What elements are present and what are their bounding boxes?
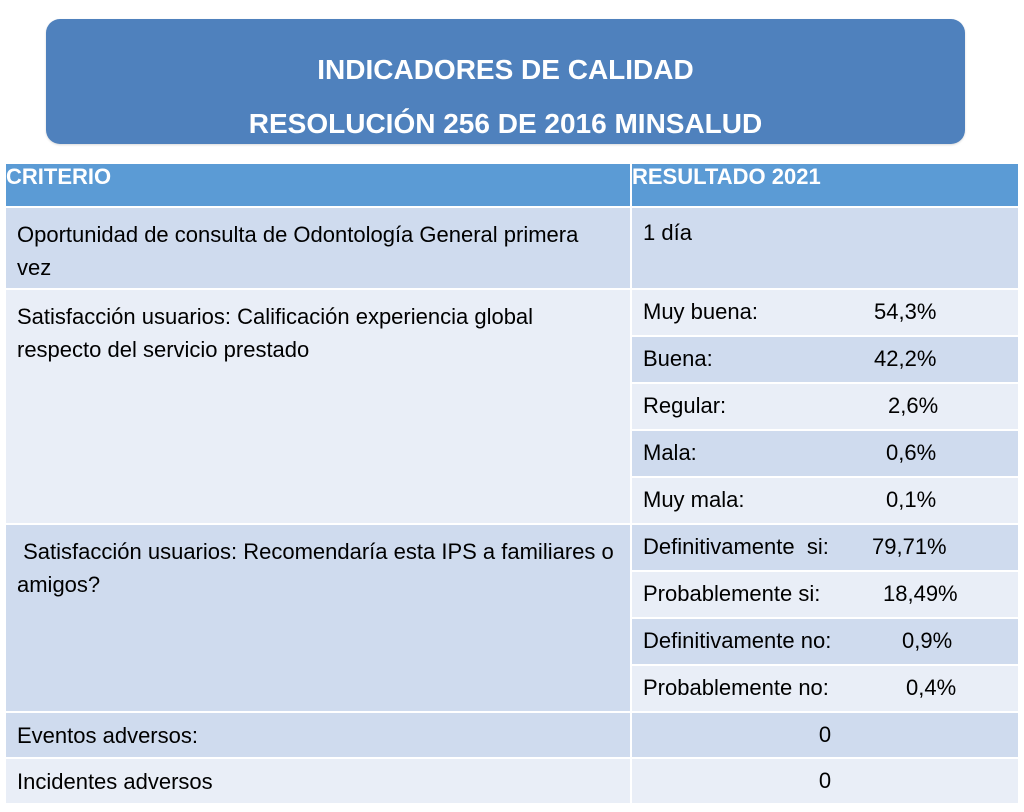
- column-header-resultado: RESULTADO 2021: [631, 163, 1019, 207]
- resultado-value: 0,1%: [886, 487, 937, 512]
- table-row: [5, 289, 1019, 336]
- resultado-label: Definitivamente si:: [643, 534, 829, 559]
- resultado-text: 1 día: [643, 220, 692, 245]
- resultado-label: Probablemente si:: [643, 581, 821, 606]
- table-row: [5, 758, 1019, 804]
- resultado-value: 2,6%: [888, 393, 939, 418]
- resultado-item: [631, 477, 1019, 524]
- table-row: [5, 524, 1019, 571]
- resultado-item: [631, 430, 1019, 477]
- resultado-label: Probablemente no:: [643, 675, 829, 700]
- resultado-value: 18,49%: [883, 581, 958, 606]
- resultado-label: Buena:: [643, 346, 713, 371]
- resultado-item: [631, 383, 1019, 430]
- resultado-value: 42,2%: [874, 346, 937, 371]
- criterio-text: Eventos adversos:: [17, 722, 198, 748]
- column-header-criterio: CRITERIO: [5, 163, 631, 207]
- title-line-2: RESOLUCIÓN 256 DE 2016 MINSALUD: [248, 108, 763, 139]
- criterio-text: Incidentes adversos: [17, 768, 213, 794]
- resultado-cell: [631, 207, 1019, 289]
- resultado-item: [631, 524, 1019, 571]
- title-banner: [46, 19, 965, 144]
- table-row: [5, 207, 1019, 289]
- resultado-label: Definitivamente no:: [643, 628, 832, 653]
- criterio-cell: [5, 758, 631, 804]
- resultado-cell: 0: [631, 758, 1019, 804]
- resultado-label: Mala:: [643, 440, 697, 465]
- resultado-label: Muy buena:: [643, 299, 758, 324]
- resultado-label: Regular:: [643, 393, 727, 418]
- resultado-value: 0,6%: [886, 440, 937, 465]
- quality-indicators-table: [4, 162, 1020, 805]
- table-header-row: [5, 163, 1019, 207]
- resultado-value: 54,3%: [874, 299, 937, 324]
- resultado-item: [631, 336, 1019, 383]
- resultado-value: 79,71%: [872, 534, 947, 559]
- resultado-cell: 0: [631, 712, 1019, 758]
- criterio-cell: [5, 524, 631, 712]
- resultado-value: 0,4%: [906, 675, 957, 700]
- resultado-item: [631, 571, 1019, 618]
- resultado-value: 0,9%: [902, 628, 953, 653]
- resultado-item: [631, 289, 1019, 336]
- table-row: [5, 712, 1019, 758]
- criterio-text: Satisfacción usuarios: Calificación experiencia global respecto del servicio prestado: [17, 304, 534, 362]
- resultado-item: [631, 618, 1019, 665]
- resultado-item: [631, 665, 1019, 712]
- resultado-label: Muy mala:: [643, 487, 745, 512]
- criterio-cell: [5, 207, 631, 289]
- criterio-cell: [5, 712, 631, 758]
- criterio-text: Oportunidad de consulta de Odontología General primera vez: [17, 222, 579, 280]
- criterio-text: Satisfacción usuarios: Recomendaría esta IPS a familiares o amigos?: [17, 539, 620, 597]
- title-line-1: INDICADORES DE CALIDAD: [317, 54, 694, 85]
- criterio-cell: [5, 289, 631, 524]
